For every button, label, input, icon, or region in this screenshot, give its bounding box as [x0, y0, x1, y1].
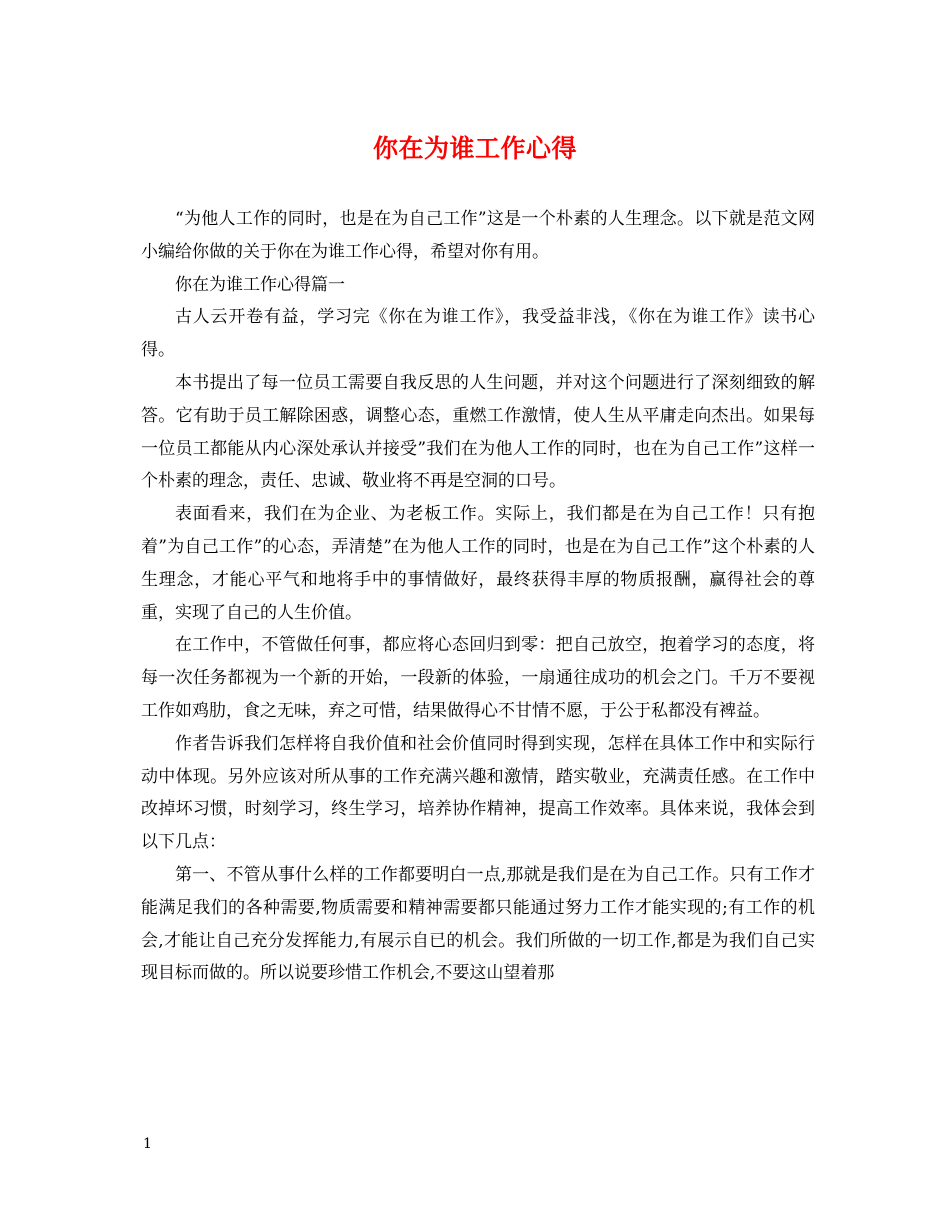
section-heading: 你在为谁工作心得篇一: [175, 274, 345, 295]
page-number: 1: [143, 1136, 152, 1152]
paragraph-intro: “为他人工作的同时，也是在为自己工作”这是一个朴素的人生理念。以下就是范文网小编给你做的关于你在为谁工作心得，希望对你有用。: [141, 209, 815, 262]
document-title: 你在为谁工作心得: [372, 134, 577, 163]
document-body: [141, 203, 815, 990]
paragraph: 在工作中，不管做任何事，都应将心态回归到零：把自己放空，抱着学习的态度，将每一次任务都视为一个新的开始，一段新的体验，一扇通往成功的机会之门。千万不要视工作如鸡肋，食之无味，弃之可惜，结果做得心不甘情不愿，于公于私都没有裨益。: [141, 635, 815, 721]
paragraph: 本书提出了每一位员工需要自我反思的人生问题，并对这个问题进行了深刻细致的解答。它有助于员工解除困惑，调整心态，重燃工作激情，使人生从平庸走向杰出。如果每一位员工都能从内心深处承认并接受”我们在为他人工作的同时，也在为自己工作”这样一个朴素的理念，责任、忠诚、敬业将不再是空洞的口号。: [141, 372, 815, 492]
paragraph: 作者告诉我们怎样将自我价值和社会价值同时得到实现，怎样在具体工作中和实际行动中体现。另外应该对所从事的工作充满兴趣和激情，踏实敬业，充满责任感。在工作中改掉坏习惯，时刻学习，终生学习，培养协作精神，提高工作效率。具体来说，我体会到以下几点：: [141, 733, 815, 853]
paragraph: 第一、不管从事什么样的工作都要明白一点,那就是我们是在为自己工作。只有工作才能满足我们的各种需要,物质需要和精神需要都只能通过努力工作才能实现的;有工作的机会,才能让自己充分发挥能力,有展示自已的机会。我们所做的一切工作,都是为我们自己实现目标而做的。所以说要珍惜工作机会,不要这山望着那: [141, 864, 815, 984]
paragraph: 古人云开卷有益，学习完《你在为谁工作》，我受益非浅，《你在为谁工作》读书心得。: [141, 307, 815, 361]
paragraph: 表面看来，我们在为企业、为老板工作。实际上，我们都是在为自己工作！只有抱着”为自己工作”的心态，弄清楚”在为他人工作的同时，也是在为自己工作”这个朴素的人生理念，才能心平气和地将手中的事情做好，最终获得丰厚的物质报酬，赢得社会的尊重，实现了自己的人生价值。: [141, 504, 815, 623]
